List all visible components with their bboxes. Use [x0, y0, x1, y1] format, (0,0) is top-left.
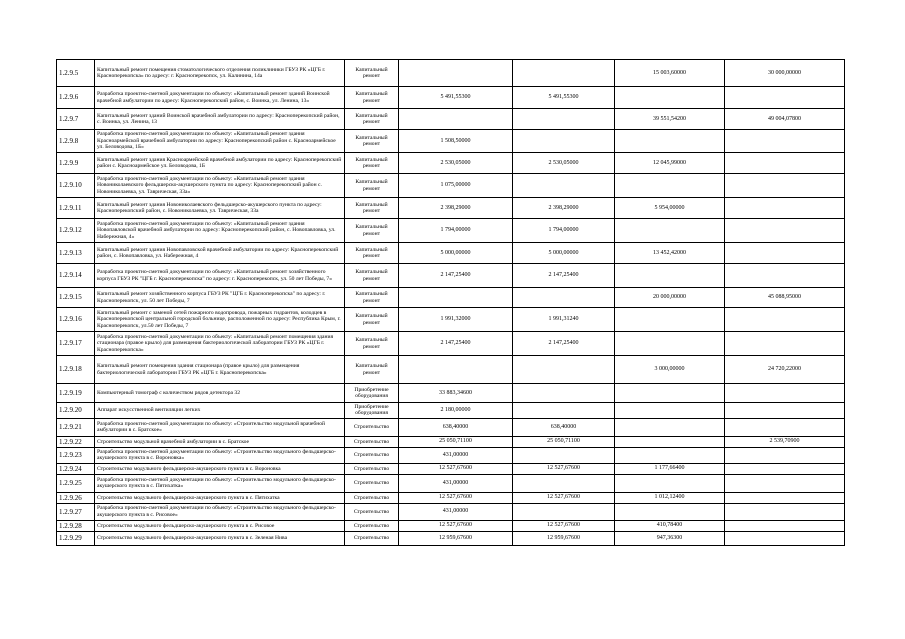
row-value-3: 3 000,00000: [615, 356, 725, 384]
row-description: Разработка проектно-сметной документации по объекту: «Капитальный ремонт хозяйственного корпуса ГБУЗ РК "ЦГБ г. Красноперекопска" по адресу: г. Красноперекопск, ул. 50 лет Победы, 7»: [95, 264, 345, 288]
table-row: [57, 332, 845, 356]
row-code: 1.2.9.6: [57, 87, 95, 109]
row-value-3: [615, 219, 725, 243]
row-value-4: 49 004,07800: [725, 109, 845, 130]
row-value-2: [513, 474, 615, 492]
row-code: 1.2.9.17: [57, 332, 95, 356]
row-value-2: [513, 109, 615, 130]
row-description: Разработка проектно-сметной документации по объекту: «Строительство модульной врачебной амбулатории в с. Братское»: [95, 418, 345, 436]
row-value-2: [513, 60, 615, 87]
row-value-3: [615, 436, 725, 447]
row-code: 1.2.9.26: [57, 492, 95, 503]
row-value-4: [725, 243, 845, 264]
row-code: 1.2.9.13: [57, 243, 95, 264]
row-value-2: [513, 288, 615, 308]
row-value-3: 1 012,12400: [615, 492, 725, 503]
row-value-3: 947,36300: [615, 531, 725, 545]
row-description: Разработка проектно-сметной документации по объекту: «Капитальный ремонт здания Новониколаевского фельдшерско-акушерского пункта по адресу: Красноперекопский район с. Новониколаевка, ул. Таврическая, 33а»: [95, 174, 345, 198]
row-value-1: 638,40000: [399, 418, 513, 436]
table-row: [57, 447, 845, 463]
row-description: Строительство модульной врачебной амбулатории в с. Братское: [95, 436, 345, 447]
row-value-2: 1 794,00000: [513, 219, 615, 243]
row-code: 1.2.9.5: [57, 60, 95, 87]
row-value-2: [513, 130, 615, 153]
row-work-type: Приобретение оборудования: [345, 403, 399, 419]
row-value-3: [615, 87, 725, 109]
row-description: Разработка проектно-сметной документации по объекту: «Капитальный ремонт здания Красноармейской врачебной амбулатории по адресу: Красноперекопский район с. Красноармейское ул. Беловодова, 1Б»: [95, 130, 345, 153]
row-description: Разработка проектно-сметной документации по объекту: «Строительство модульного фельдшерско-акушерского пункта в с. Рисовое»: [95, 503, 345, 520]
row-description: Разработка проектно-сметной документации по объекту: «Капитальный ремонт зданий Воинской врачебной амбулатории по адресу: Красноперекопский район, с. Воинка, ул. Ленина, 13»: [95, 87, 345, 109]
row-value-2: 12 959,67600: [513, 531, 615, 545]
row-work-type: Капитальный ремонт: [345, 60, 399, 87]
row-value-2: 12 527,67600: [513, 463, 615, 474]
row-value-4: [725, 418, 845, 436]
table-row: [57, 87, 845, 109]
row-value-4: [725, 308, 845, 332]
row-description: Компьютерный томограф с количеством рядов детектора 32: [95, 384, 345, 403]
row-code: 1.2.9.28: [57, 520, 95, 531]
row-code: 1.2.9.14: [57, 264, 95, 288]
row-value-3: [615, 418, 725, 436]
row-value-1: 431,00000: [399, 447, 513, 463]
table-row: [57, 219, 845, 243]
row-work-type: Капитальный ремонт: [345, 130, 399, 153]
row-description: Строительство модульного фельдшерско-акушерского пункта в с. Вороновка: [95, 463, 345, 474]
row-work-type: Капитальный ремонт: [345, 356, 399, 384]
row-value-1: 1 991,32000: [399, 308, 513, 332]
row-value-1: [399, 60, 513, 87]
row-description: Капитальный ремонт здания Красноармейской врачебной амбулатории по адресу: Красноперекопский район с. Красноармейское ул. Беловодова, 1Б: [95, 153, 345, 174]
row-value-4: [725, 384, 845, 403]
row-work-type: Строительство: [345, 447, 399, 463]
row-value-1: 12 959,67600: [399, 531, 513, 545]
row-work-type: Строительство: [345, 418, 399, 436]
row-work-type: Капитальный ремонт: [345, 219, 399, 243]
row-work-type: Капитальный ремонт: [345, 174, 399, 198]
row-value-4: [725, 153, 845, 174]
row-value-3: [615, 130, 725, 153]
row-value-4: [725, 474, 845, 492]
row-work-type: Капитальный ремонт: [345, 288, 399, 308]
row-value-3: 20 000,00000: [615, 288, 725, 308]
table-row: [57, 109, 845, 130]
row-work-type: Капитальный ремонт: [345, 109, 399, 130]
row-description: Строительство модульного фельдшерско-акушерского пункта в с. Рисовое: [95, 520, 345, 531]
row-code: 1.2.9.23: [57, 447, 95, 463]
row-value-4: [725, 503, 845, 520]
row-value-4: [725, 520, 845, 531]
row-description: Капитальный ремонт помещения стоматологического отделения поликлиники ГБУЗ РК «ЦГБ г. Красноперекопска» по адресу: г. Красноперекопск, ул. Калинина, 14а: [95, 60, 345, 87]
row-work-type: Капитальный ремонт: [345, 243, 399, 264]
row-code: 1.2.9.29: [57, 531, 95, 545]
row-code: 1.2.9.8: [57, 130, 95, 153]
row-value-3: [615, 503, 725, 520]
row-value-3: [615, 174, 725, 198]
table-row: [57, 153, 845, 174]
table-row: [57, 418, 845, 436]
row-value-1: 2 398,29000: [399, 198, 513, 219]
row-value-4: [725, 447, 845, 463]
row-value-4: [725, 198, 845, 219]
row-value-4: [725, 332, 845, 356]
row-description: Капитальный ремонт здания Новониколаевского фельдшерско-акушерского пункта по адресу: Красноперекопский район, с. Новониколаевка, ул. Таврическая, 33а: [95, 198, 345, 219]
row-value-4: 24 720,22000: [725, 356, 845, 384]
row-code: 1.2.9.16: [57, 308, 95, 332]
row-value-2: 5 000,00000: [513, 243, 615, 264]
row-value-3: 12 045,99000: [615, 153, 725, 174]
row-value-1: 12 527,67600: [399, 463, 513, 474]
row-value-2: [513, 447, 615, 463]
row-value-3: [615, 474, 725, 492]
row-value-1: 5 000,00000: [399, 243, 513, 264]
row-value-2: 2 147,25400: [513, 332, 615, 356]
table-row: [57, 356, 845, 384]
table-row: [57, 492, 845, 503]
table-row: [57, 308, 845, 332]
table-row: [57, 198, 845, 219]
table-row: [57, 503, 845, 520]
row-description: Строительство модульного фельдшерско-акушерского пункта в с. Пятихатка: [95, 492, 345, 503]
row-value-4: [725, 492, 845, 503]
row-value-1: 12 527,67600: [399, 492, 513, 503]
row-value-4: [725, 403, 845, 419]
row-code: 1.2.9.10: [57, 174, 95, 198]
row-description: Капитальный ремонт зданий Воинской врачебной амбулатории по адресу: Красноперекопский район, с. Воинка, ул. Ленина, 13: [95, 109, 345, 130]
row-value-1: 431,00000: [399, 503, 513, 520]
row-work-type: Строительство: [345, 463, 399, 474]
row-work-type: Приобретение оборудования: [345, 384, 399, 403]
row-work-type: Капитальный ремонт: [345, 332, 399, 356]
table-row: [57, 264, 845, 288]
table-row: [57, 288, 845, 308]
row-value-2: [513, 403, 615, 419]
row-description: Капитальный ремонт хозяйственного корпуса ГБУЗ РК "ЦГБ г. Красноперекопска" по адресу: г. Красноперекопск, ул. 50 лет Победы, 7: [95, 288, 345, 308]
row-value-2: 25 050,71100: [513, 436, 615, 447]
row-work-type: Капитальный ремонт: [345, 264, 399, 288]
table-row: [57, 474, 845, 492]
row-description: Разработка проектно-сметной документации по объекту: «Строительство модульного фельдшерско-акушерского пункта в с. Вороновка»: [95, 447, 345, 463]
row-code: 1.2.9.18: [57, 356, 95, 384]
row-value-1: 33 883,34600: [399, 384, 513, 403]
row-work-type: Капитальный ремонт: [345, 198, 399, 219]
row-code: 1.2.9.19: [57, 384, 95, 403]
row-code: 1.2.9.24: [57, 463, 95, 474]
row-value-1: 2 530,05000: [399, 153, 513, 174]
row-description: Разработка проектно-сметной документации по объекту: «Строительство модульного фельдшерско-акушерского пункта в с. Пятихатка»: [95, 474, 345, 492]
row-value-1: [399, 288, 513, 308]
row-work-type: Строительство: [345, 492, 399, 503]
row-work-type: Строительство: [345, 531, 399, 545]
row-value-1: 2 147,25400: [399, 332, 513, 356]
row-work-type: Строительство: [345, 520, 399, 531]
row-value-2: 5 491,55300: [513, 87, 615, 109]
row-value-2: [513, 356, 615, 384]
row-code: 1.2.9.11: [57, 198, 95, 219]
row-code: 1.2.9.22: [57, 436, 95, 447]
row-value-3: [615, 384, 725, 403]
row-value-2: 638,40000: [513, 418, 615, 436]
row-code: 1.2.9.20: [57, 403, 95, 419]
row-value-3: 1 177,66400: [615, 463, 725, 474]
row-value-1: 5 491,55300: [399, 87, 513, 109]
row-value-4: 2 539,70900: [725, 436, 845, 447]
row-work-type: Капитальный ремонт: [345, 87, 399, 109]
row-code: 1.2.9.12: [57, 219, 95, 243]
row-code: 1.2.9.27: [57, 503, 95, 520]
row-value-3: [615, 403, 725, 419]
row-value-4: 45 088,95000: [725, 288, 845, 308]
row-value-4: [725, 463, 845, 474]
table-row: [57, 130, 845, 153]
row-value-1: 2 147,25400: [399, 264, 513, 288]
row-code: 1.2.9.21: [57, 418, 95, 436]
row-description: Капитальный ремонт с заменой сетей пожарного водопровода, пожарных гидрантов, колодцев в Красноперекопской центральной городской больнице, расположенной по адресу: Республика Крым, г. Красноперекопск, ул.50 лет Победы, 7: [95, 308, 345, 332]
row-value-2: 12 527,67600: [513, 520, 615, 531]
row-value-4: 30 000,00000: [725, 60, 845, 87]
table-row: [57, 436, 845, 447]
row-work-type: Капитальный ремонт: [345, 308, 399, 332]
row-value-1: 431,00000: [399, 474, 513, 492]
row-value-1: [399, 356, 513, 384]
row-description: Капитальный ремонт помещения здания стационара (правое крыло) для размещения бактериологической лаборатории ГБУЗ РК «ЦГБ г. Красноперекопска»: [95, 356, 345, 384]
table-row: [57, 520, 845, 531]
funding-table: [56, 59, 845, 546]
table-row: [57, 60, 845, 87]
table-row: [57, 243, 845, 264]
row-description: Капитальный ремонт здания Новопавловской врачебной амбулатории по адресу: Красноперекопский район, с. Новопавловка, ул. Набережная, 4: [95, 243, 345, 264]
row-value-2: [513, 384, 615, 403]
row-value-4: [725, 130, 845, 153]
row-value-2: [513, 174, 615, 198]
table-row: [57, 174, 845, 198]
row-code: 1.2.9.25: [57, 474, 95, 492]
table-row: [57, 384, 845, 403]
row-value-1: [399, 109, 513, 130]
row-description: Строительство модульного фельдшерско-акушерского пункта в с. Зеленая Нива: [95, 531, 345, 545]
row-value-2: 2 398,29000: [513, 198, 615, 219]
table-row: [57, 463, 845, 474]
row-value-1: 2 180,00000: [399, 403, 513, 419]
row-value-3: [615, 447, 725, 463]
row-value-4: [725, 174, 845, 198]
row-code: 1.2.9.7: [57, 109, 95, 130]
row-value-2: 1 991,31240: [513, 308, 615, 332]
row-value-4: [725, 264, 845, 288]
row-value-2: 12 527,67600: [513, 492, 615, 503]
row-work-type: Строительство: [345, 474, 399, 492]
row-value-3: 13 452,42000: [615, 243, 725, 264]
row-code: 1.2.9.9: [57, 153, 95, 174]
table-row: [57, 403, 845, 419]
row-value-4: [725, 531, 845, 545]
row-value-2: 2 147,25400: [513, 264, 615, 288]
row-value-2: [513, 503, 615, 520]
row-value-4: [725, 87, 845, 109]
table-row: [57, 531, 845, 545]
row-value-1: 12 527,67600: [399, 520, 513, 531]
row-value-3: [615, 332, 725, 356]
row-value-4: [725, 219, 845, 243]
row-value-1: 1 794,00000: [399, 219, 513, 243]
row-value-1: 1 508,50000: [399, 130, 513, 153]
row-description: Разработка проектно-сметной документации по объекту: «Капитальный ремонт помещения здания стационара (правое крыло) для размещения бактериологической лаборатории ГБУЗ РК «ЦГБ г. Красноперекопска»: [95, 332, 345, 356]
row-value-3: [615, 308, 725, 332]
row-code: 1.2.9.15: [57, 288, 95, 308]
row-value-3: 15 003,60000: [615, 60, 725, 87]
row-value-1: 25 050,71100: [399, 436, 513, 447]
row-value-2: 2 530,05000: [513, 153, 615, 174]
row-description: Аппарат искусственной вентиляции легких: [95, 403, 345, 419]
row-value-3: 410,78400: [615, 520, 725, 531]
row-description: Разработка проектно-сметной документации по объекту: «Капитальный ремонт здания Новопавловской врачебной амбулатории по адресу: Красноперекопский район, с. Новопавловка, ул. Набережная, 4»: [95, 219, 345, 243]
row-work-type: Строительство: [345, 436, 399, 447]
row-work-type: Капитальный ремонт: [345, 153, 399, 174]
row-value-3: 39 551,54200: [615, 109, 725, 130]
row-value-1: 1 075,00000: [399, 174, 513, 198]
row-value-3: [615, 264, 725, 288]
row-work-type: Строительство: [345, 503, 399, 520]
row-value-3: 5 954,00000: [615, 198, 725, 219]
